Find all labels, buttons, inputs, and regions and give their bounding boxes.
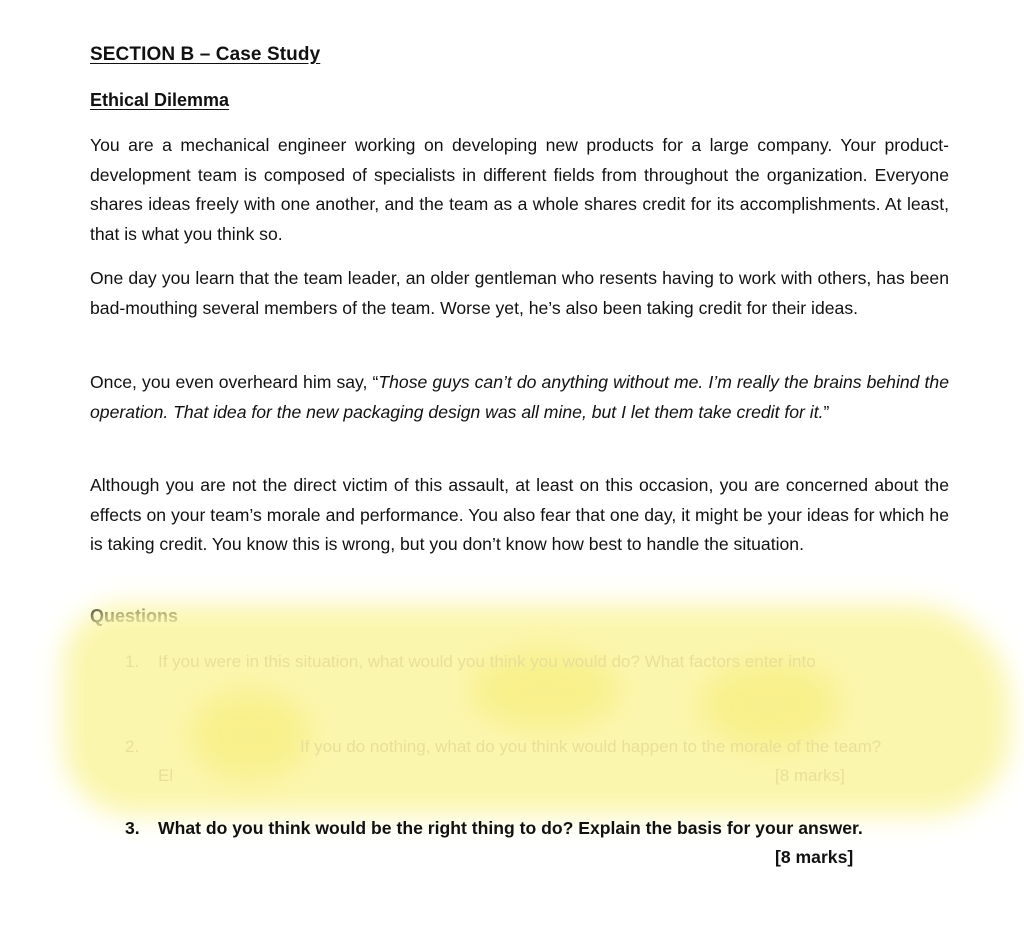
paragraph-1: You are a mechanical engineer working on developing new products for a large company. Your product-development team is composed of specialists in different fields from throughout the organization. Everyone shares ideas freely with one another, and the team as a whole shares credit for its accomplishments. At least, that is what you think so. — [90, 135, 949, 244]
paragraph-3 — [90, 368, 949, 427]
faded-question-2-text-2: El — [158, 766, 174, 785]
quote-text: Those guys can’t do anything without me. I’m really the brains behind the operation. That idea for the new packaging design was all mine, but I let them take credit for it. — [90, 372, 949, 422]
faded-question-1-text: If you were in this situation, what would you think you would do? What factors enter into — [158, 652, 816, 671]
highlighter-blob — [190, 690, 310, 780]
paragraph-4: Although you are not the direct victim of this assault, at least on this occasion, you are concerned about the effects on your team’s morale and performance. You also fear that one day, it might be your ideas for which he is taking credit. You know this is wrong, but you don’t know how best to handle the situation. — [90, 475, 949, 554]
faded-question-2-text: If you do nothing, what do you think would happen to the morale of the team? — [300, 737, 882, 756]
questions-heading: Questions — [90, 606, 179, 626]
paragraph-3-close: ” — [823, 401, 830, 422]
question-3-number: 3. — [125, 818, 140, 838]
case-subtitle: Ethical Dilemma — [90, 90, 230, 110]
faded-question-2-number: 2. — [125, 737, 140, 756]
question-3-marks: [8 marks] — [775, 847, 854, 867]
question-3-text: What do you think would be the right thing to do? Explain the basis for your answer. — [158, 818, 863, 838]
paragraph-2: One day you learn that the team leader, an older gentleman who resents having to work with others, has been bad-mouthing several members of the team. Worse yet, he’s also been taking credit for their ideas. — [90, 268, 949, 318]
faded-question-1-number: 1. — [125, 652, 140, 671]
faded-question-2-marks: [8 marks] — [775, 766, 845, 785]
section-title: SECTION B – Case Study — [90, 44, 321, 65]
paragraph-3-intro: Once, you even overheard him say, “ — [90, 372, 379, 392]
question-3 — [125, 818, 863, 839]
